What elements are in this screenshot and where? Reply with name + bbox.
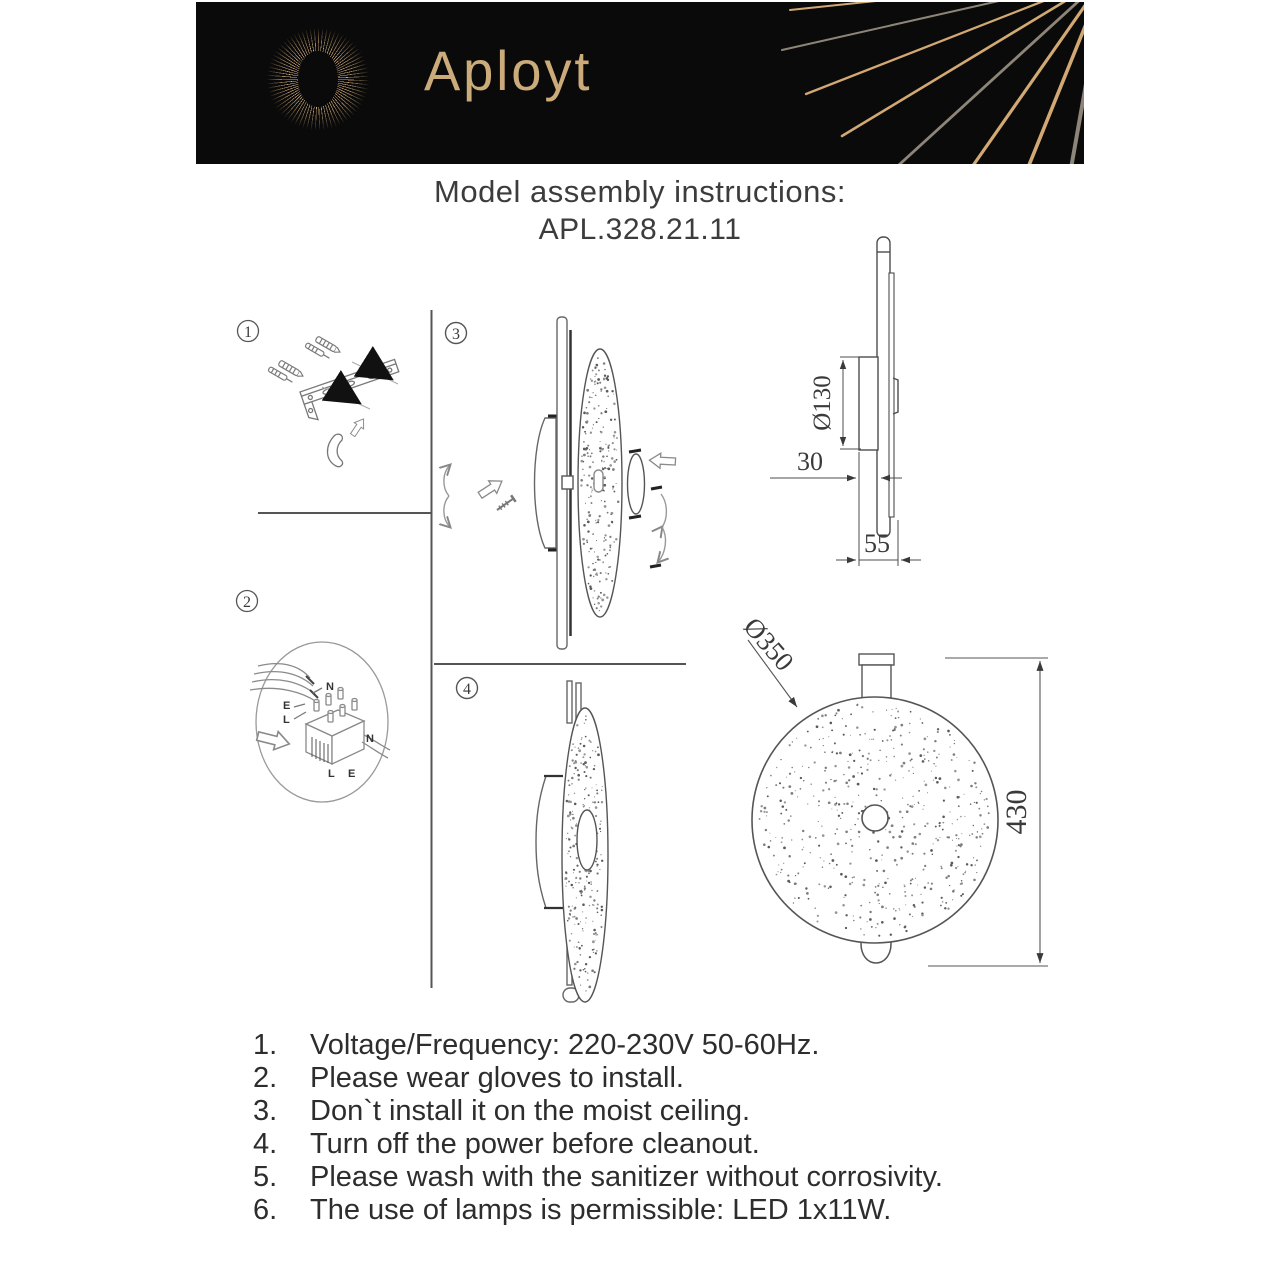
item-number: 4. [253, 1128, 278, 1160]
dim-total-height: 430 [1000, 789, 1033, 835]
instruction-list [253, 1029, 943, 1227]
item-text: Please wash with the sanitizer without corrosivity. [310, 1161, 943, 1193]
step3-exploded-view [444, 317, 676, 649]
dim-disc-diameter: Ø350 [737, 611, 800, 677]
wire-label-n-top: N [326, 681, 334, 693]
side-dimension-drawing [770, 237, 921, 566]
wire-label-l-bottom: L [328, 768, 335, 780]
wire-label-n-right: N [366, 733, 374, 745]
step2-wiring-diagram [237, 591, 391, 803]
wire-label-l-left: L [283, 714, 290, 726]
wire-label-e-bottom: E [348, 768, 356, 780]
item-text: Don`t install it on the moist ceiling. [310, 1095, 751, 1127]
section-dividers [258, 310, 686, 988]
dim-base-diameter: Ø130 [809, 375, 836, 431]
dim-total-depth: 55 [864, 529, 890, 558]
page-title: Model assembly instructions: [434, 174, 846, 209]
item-number: 6. [253, 1194, 278, 1226]
item-text: Turn off the power before cleanout. [310, 1128, 760, 1160]
model-number: APL.328.21.11 [538, 213, 742, 246]
instruction-item [253, 1029, 943, 1062]
instruction-item [253, 1128, 943, 1161]
instruction-item [253, 1095, 943, 1128]
step4-assembled-view [457, 678, 609, 1003]
step2-number: 2 [243, 594, 251, 611]
item-text: The use of lamps is permissible: LED 1x11W. [310, 1194, 892, 1226]
item-number: 2. [253, 1062, 278, 1094]
step4-number: 4 [463, 681, 471, 698]
step1-number: 1 [244, 324, 252, 341]
instruction-item [253, 1194, 943, 1227]
item-text: Voltage/Frequency: 220-230V 50-60Hz. [310, 1029, 820, 1061]
front-dimension-drawing [738, 612, 1048, 966]
item-number: 3. [253, 1095, 278, 1127]
wire-label-e-left: E [283, 700, 291, 712]
brand-wordmark: Aployt [424, 39, 593, 102]
instruction-item [253, 1161, 943, 1194]
step1-mounting-diagram [238, 321, 405, 467]
dim-base-depth: 30 [797, 447, 823, 476]
instruction-item [253, 1062, 943, 1095]
item-number: 5. [253, 1161, 278, 1193]
step3-number: 3 [452, 326, 460, 343]
item-text: Please wear gloves to install. [310, 1062, 684, 1094]
item-number: 1. [253, 1029, 278, 1061]
